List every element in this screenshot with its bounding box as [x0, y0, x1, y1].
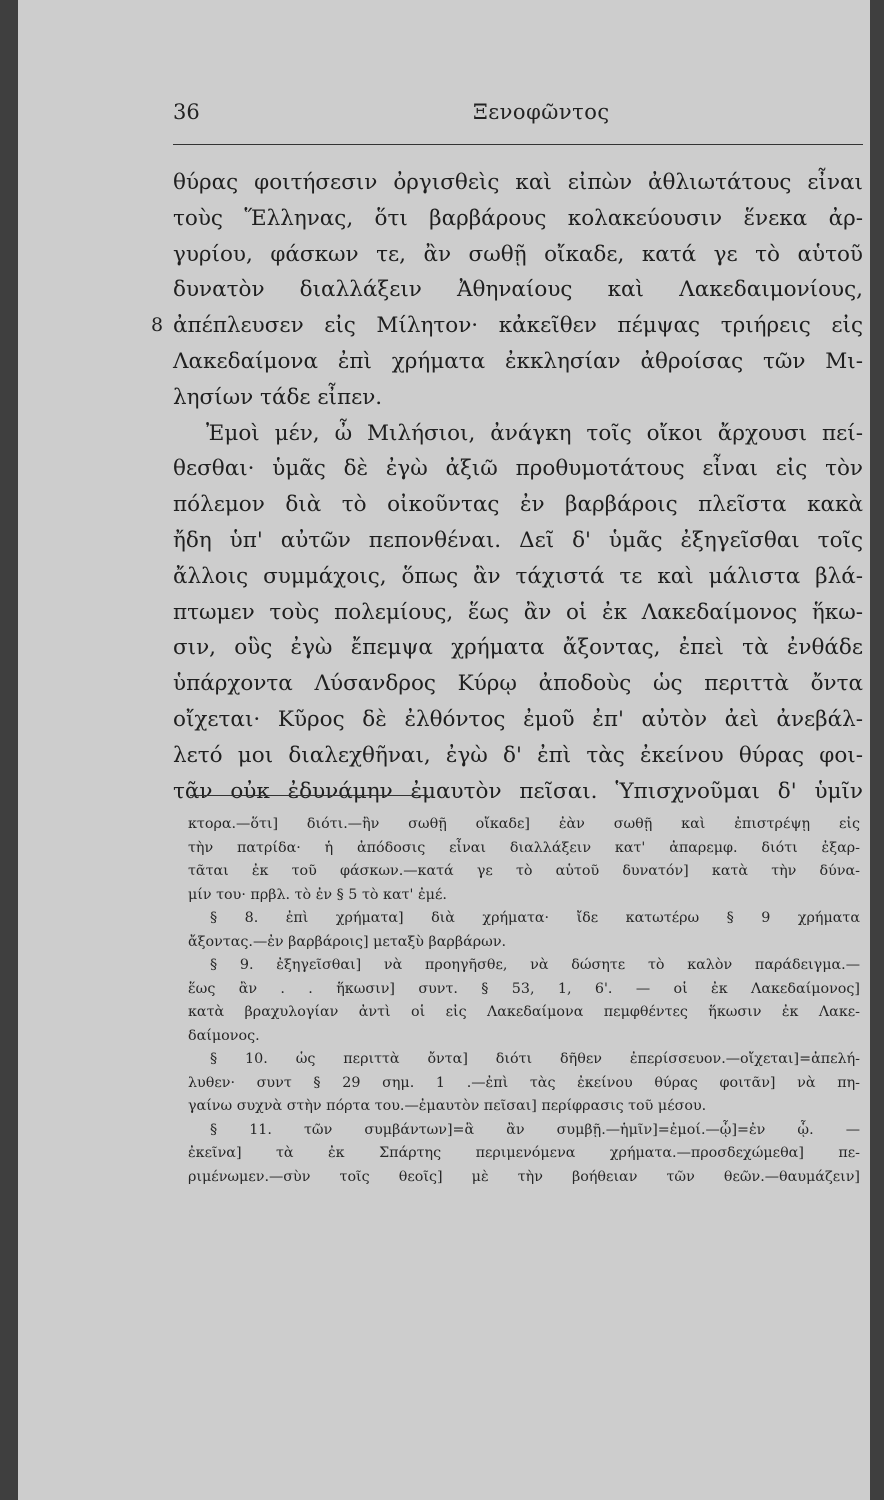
text-line: σιν, οὓς ἐγὼ ἔπεμψα χρήματα ἄξοντας, ἐπεὶ τὰ ἐνθάδε [173, 635, 863, 661]
footnote-line: ἕως ἂν . . ἥκωσιν] συντ. § 53, 1, 6'. — οἱ ἐκ Λακεδαίμονος] [188, 980, 860, 997]
text-line: ἀπέπλευσεν εἰς Μίλητον· κἀκεῖθεν πέμψας τριήρεις εἰς [173, 313, 863, 339]
footnote-line: ἄξοντας.—ἐν βαρβάροις] μεταξὺ βαρβάρων. [188, 933, 507, 950]
text-line: θύρας φοιτήσεσιν ὀργισθεὶς καὶ εἰπὼν ἀθλιωτάτους εἶναι [173, 170, 863, 195]
page-number: 36 [173, 100, 200, 124]
text-line: ὑπάρχοντα Λύσανδρος Κύρῳ ἀποδοὺς ὡς περιττὰ ὄντα [173, 671, 863, 697]
text-line: θεσθαι· ὑμᾶς δὲ ἐγὼ ἀξιῶ προθυμοτάτους εἶναι εἰς τὸν [173, 456, 863, 482]
text-line: τοὺς Ἕλληνας, ὅτι βαρβάρους κολακεύουσιν ἕνεκα ἀρ- [173, 205, 863, 231]
text-line: Ἐμοὶ μέν, ὦ Μιλήσιοι, ἀνάγκη τοῖς οἴκοι ἄρχουσι πεί- [206, 420, 863, 446]
text-line: οἴχεται· Κῦρος δὲ ἐλθόντος ἐμοῦ ἐπ' αὐτὸν ἀεὶ ἀνεβάλ- [173, 706, 863, 732]
text-line: λετό μοι διαλεχθῆναι, ἐγὼ δ' ἐπὶ τὰς ἐκείνου θύρας φοι- [173, 742, 863, 768]
running-title: Ξενοφῶντος [473, 100, 610, 124]
text-line: Λακεδαίμονα ἐπὶ χρήματα ἐκκλησίαν ἀθροίσας τῶν Μι- [173, 348, 863, 374]
footnote-divider [190, 795, 428, 796]
section-number: 8 [151, 314, 164, 337]
book-page [18, 0, 870, 1500]
footnote-line: τᾶται ἐκ τοῦ φάσκων.—κατά γε τὸ αὑτοῦ δυνατόν] κατὰ τὴν δύνα- [188, 863, 860, 879]
text-line: ἄλλοις συμμάχοις, ὅπως ἂν τάχιστά τε καὶ μάλιστα βλά- [173, 563, 863, 589]
text-line: γυρίου, φάσκων τε, ἂν σωθῇ οἴκαδε, κατά γε τὸ αὑτοῦ [173, 241, 863, 267]
text-line: δυνατὸν διαλλάξειν Ἀθηναίους καὶ Λακεδαιμονίους, [173, 277, 863, 303]
text-line: πόλεμον διὰ τὸ οἰκοῦντας ἐν βαρβάροις πλεῖστα κακὰ [173, 492, 863, 518]
footnote-line: τὴν πατρίδα· ἡ ἀπόδοσις εἶναι διαλλάξειν κατ' ἀπαρεμφ. διότι ἐξαρ- [188, 839, 860, 856]
footnote-line: ριμένωμεν.—σὺν τοῖς θεοῖς] μὲ τὴν βοήθειαν τῶν θεῶν.—θαυμάζειν] [188, 1168, 860, 1185]
footnote-line: δαίμονος. [188, 1027, 260, 1044]
footnote-line: § 10. ὡς περιττὰ ὄντα] διότι δῆθεν ἐπερίσσευον.—οἴχεται]=ἀπελή- [210, 1051, 860, 1067]
footnote-line: § 8. ἐπὶ χρήματα] διὰ χρήματα· ἴδε κατωτέρω § 9 χρήματα [210, 910, 860, 926]
text-line: ἤδη ὑπ' αὐτῶν πεπονθέναι. Δεῖ δ' ὑμᾶς ἐξηγεῖσθαι τοῖς [173, 527, 863, 553]
page-header [173, 100, 863, 145]
text-line: πτωμεν τοὺς πολεμίους, ἕως ἂν οἱ ἐκ Λακεδαίμονος ἥκω- [173, 599, 863, 625]
footnote-line: § 9. ἐξηγεῖσθαι] νὰ προηγῆσθε, νὰ δώσητε τὸ καλὸν παράδειγμα.— [210, 957, 860, 973]
text-line-with-section [151, 308, 863, 344]
footnotes [188, 813, 860, 1189]
main-text [151, 165, 863, 809]
footnote-line: ἐκεῖνα] τὰ ἐκ Σπάρτης περιμενόμενα χρήματα.—προσδεχώμεθα] πε- [188, 1145, 860, 1161]
footnote-line: μίν του· πρβλ. τὸ ἐν § 5 τὸ κατ' ἐμέ. [188, 886, 447, 903]
text-line: λησίων τάδε εἶπεν. [173, 384, 383, 410]
footnote-line: γαίνω συχνὰ στὴν πόρτα του.—ἐμαυτὸν πεῖσαι] περίφρασις τοῦ μέσου. [188, 1098, 707, 1114]
footnote-line: λυθεν· συντ § 29 σημ. 1 .—ἐπὶ τὰς ἐκείνου θύρας φοιτᾶν] νὰ πη- [188, 1074, 860, 1091]
text-line: τᾶν οὐκ ἐδυνάμην ἐμαυτὸν πεῖσαι. Ὑπισχνοῦμαι δ' ὑμῖν [173, 778, 863, 804]
footnote-line: § 11. τῶν συμβάντων]=ἃ ἂν συμβῇ.—ἡμῖν]=ἐμοί.—ᾧ]=ἐν ᾧ. — [210, 1121, 860, 1138]
footnote-line: κτορα.—ὅτι] διότι.—ἢν σωθῇ οἴκαδε] ἐὰν σωθῇ καὶ ἐπιστρέψῃ εἰς [188, 816, 860, 832]
footnote-line: κατὰ βραχυλογίαν ἀντὶ οἱ εἰς Λακεδαίμονα πεμφθέντες ἥκωσιν ἐκ Λακε- [188, 1004, 860, 1020]
